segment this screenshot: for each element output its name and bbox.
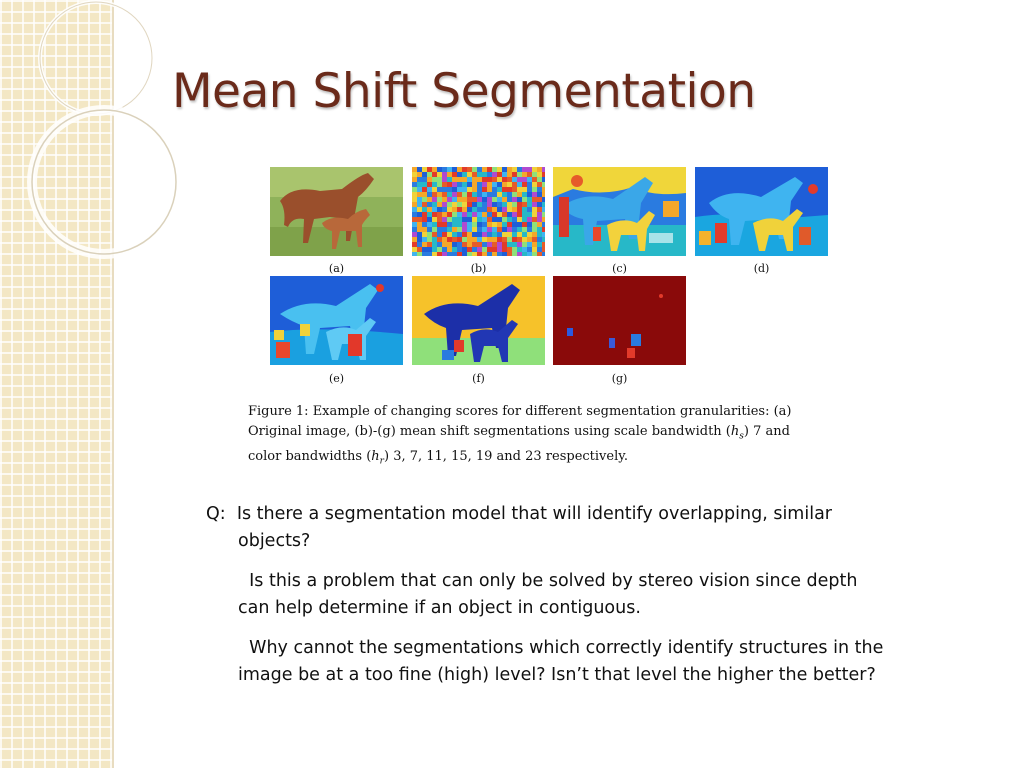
figure-panel-g-segmentation <box>553 276 686 365</box>
hr-subscript: r <box>379 456 384 467</box>
panel-label-a: (a) <box>328 262 345 275</box>
figure-panel-e-segmentation <box>270 276 403 365</box>
hs-subscript: s <box>739 431 744 442</box>
caption-text: Original image, (b)-(g) mean shift segmentations using scale bandwidth ( <box>248 424 731 439</box>
panel-label-g: (g) <box>611 372 628 385</box>
figure-panel-b-segmentation <box>412 167 545 256</box>
figure-panel-d-segmentation <box>695 167 828 256</box>
question-3 <box>206 635 886 689</box>
panel-label-f: (f) <box>472 372 485 385</box>
panel-label-d: (d) <box>753 262 770 275</box>
hs-symbol: h <box>730 424 740 439</box>
panel-label-e: (e) <box>328 372 345 385</box>
question-3-text: Why cannot the segmentations which correctly identify structures in the image be at a too fine (high) level? Isn’t that level the higher the better? <box>238 638 884 685</box>
figure-panel-c-segmentation <box>553 167 686 256</box>
figure-panel-a-original-image <box>270 167 403 256</box>
figure-caption-line-1: Figure 1: Example of changing scores for different segmentation granularities: (a) <box>248 404 792 419</box>
figure-panel-f-segmentation <box>412 276 545 365</box>
question-1-text: Is there a segmentation model that will identify overlapping, similar objects? <box>236 504 832 551</box>
panel-label-c: (c) <box>612 262 627 275</box>
figure-caption <box>248 402 858 471</box>
figure-caption-line-3 <box>248 447 858 472</box>
question-2 <box>206 568 886 622</box>
questions-block <box>206 501 886 689</box>
caption-text: color bandwidths ( <box>248 448 372 464</box>
caption-text: ) 3, 7, 11, 15, 19 and 23 respectively. <box>383 448 629 464</box>
question-2-text: Is this a problem that can only be solved by stereo vision since depth can help determine if an object in contiguous. <box>238 571 858 618</box>
question-prefix: Q: <box>206 504 226 524</box>
hr-symbol: h <box>371 448 380 464</box>
panel-label-b: (b) <box>470 262 487 275</box>
question-1 <box>206 501 886 555</box>
caption-text: ) 7 and <box>743 424 790 439</box>
figure-caption-line-2 <box>248 422 858 447</box>
slide-title: Mean Shift Segmentation <box>172 64 756 119</box>
decorative-rings <box>0 0 160 260</box>
